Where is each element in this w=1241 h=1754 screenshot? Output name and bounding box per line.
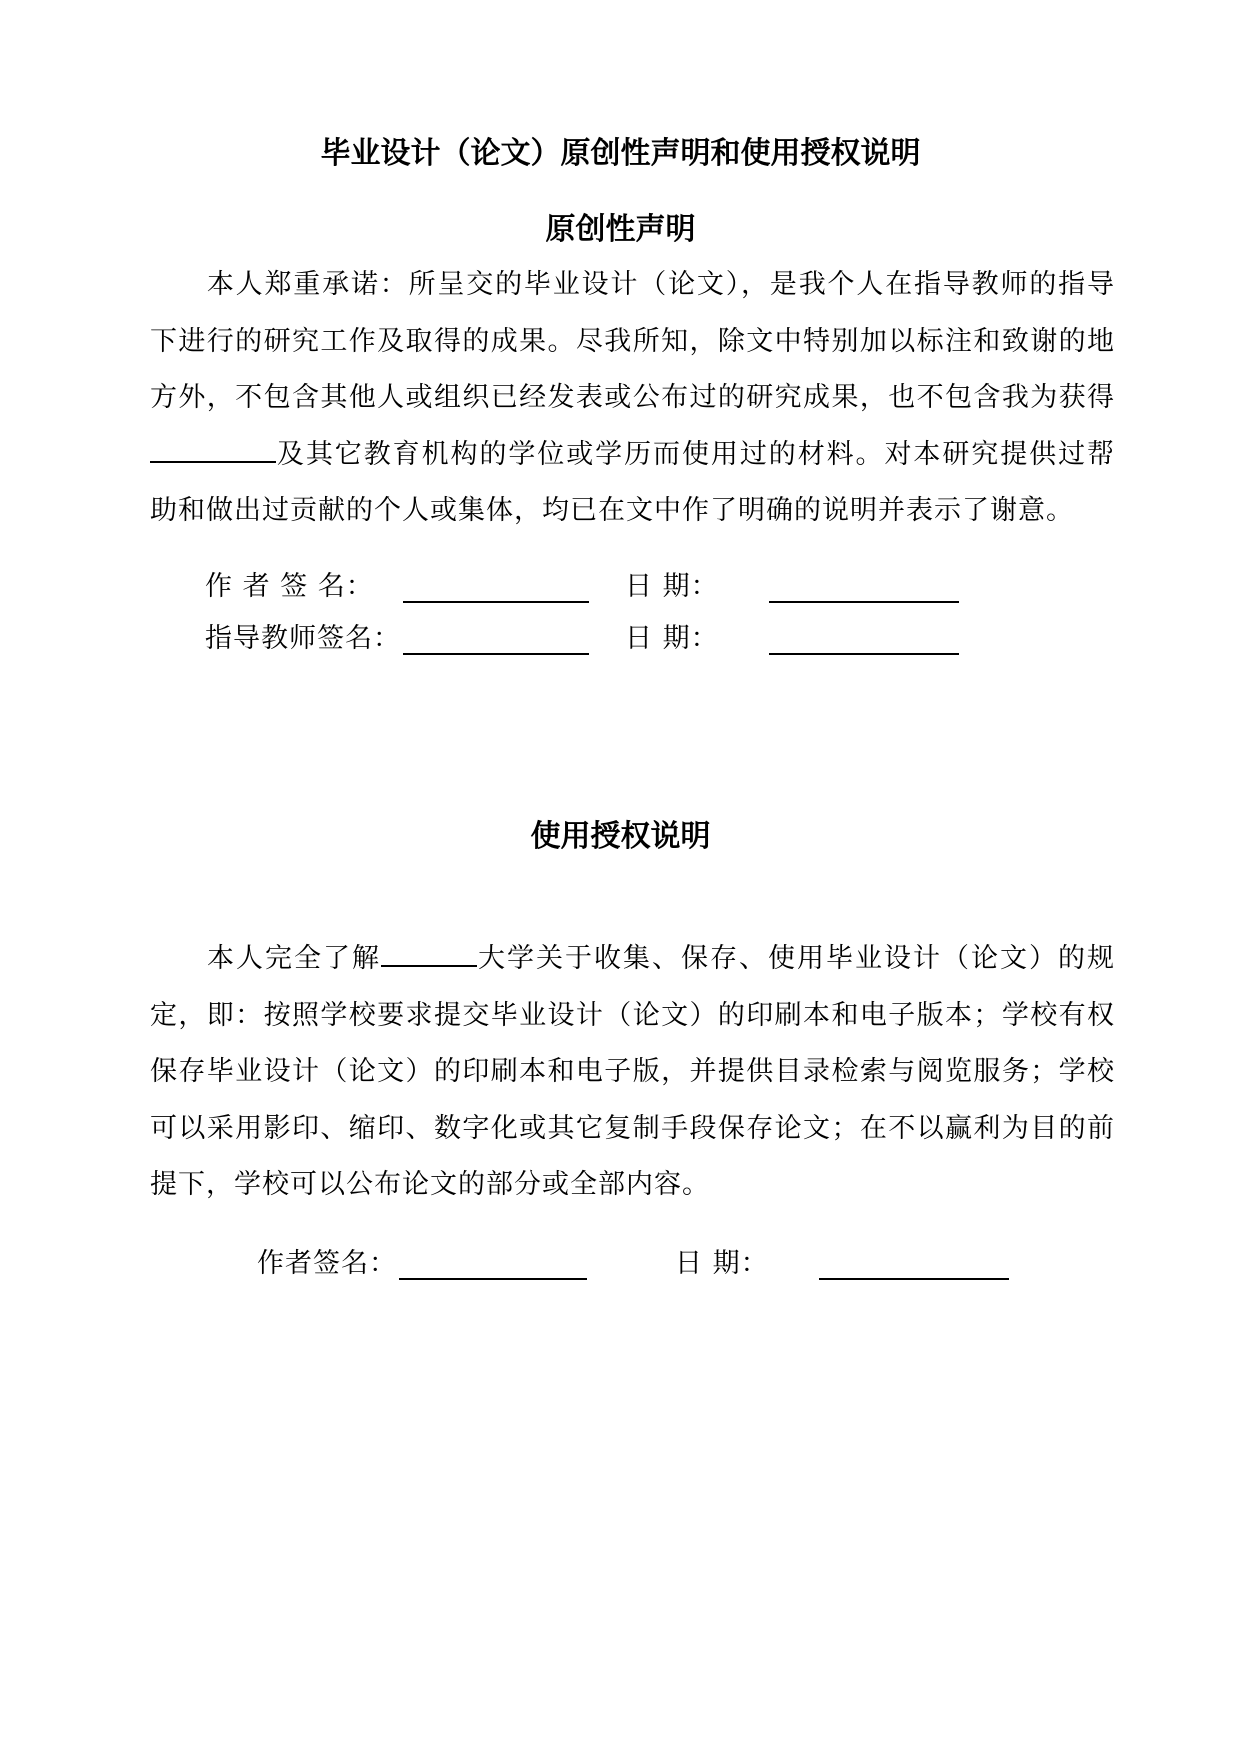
originality-statement	[150, 257, 1115, 540]
institution-blank	[150, 437, 276, 463]
authorization-text-part1: 本人完全了解	[206, 943, 381, 974]
author-date-line	[769, 601, 959, 603]
author-sign-label: 作 者 签 名：	[205, 571, 374, 602]
authorization-signature-line	[399, 1278, 587, 1280]
author-sign-label: 作者签名：	[257, 1248, 397, 1279]
authorization-heading: 使用授权说明	[530, 819, 711, 854]
date-label: 日 期：	[625, 571, 719, 602]
advisor-signature-row	[205, 619, 965, 659]
advisor-sign-label: 指导教师签名：	[205, 623, 401, 654]
date-label: 日 期：	[675, 1248, 769, 1279]
advisor-signature-line	[403, 653, 589, 655]
authorization-date-line	[819, 1278, 1009, 1280]
date-label: 日 期：	[625, 623, 719, 654]
main-title: 毕业设计（论文）原创性声明和使用授权说明	[320, 136, 921, 171]
author-signature-row	[205, 567, 965, 607]
originality-heading: 原创性声明	[545, 212, 696, 247]
authorization-text-part2: 大学关于收集、保存、使用毕业设计（论文）的规定，即：按照学校要求提交毕业设计（论文）的印刷本和电子版本；学校有权保存毕业设计（论文）的印刷本和电子版，并提供目录检索与阅览服务；学校可以采用影印、缩印、数字化或其它复制手段保存论文；在不以赢利为目的前提下，学校可以公布论文的部分或全部内容。	[150, 943, 1115, 1200]
originality-text-part2: 及其它教育机构的学位或学历而使用过的材料。对本研究提供过帮助和做出过贡献的个人或集体，均已在文中作了明确的说明并表示了谢意。	[150, 438, 1115, 526]
university-blank	[381, 941, 477, 967]
author-signature-line	[403, 601, 589, 603]
originality-text-part1: 本人郑重承诺：所呈交的毕业设计（论文），是我个人在指导教师的指导下进行的研究工作及取得的成果。尽我所知，除文中特别加以标注和致谢的地方外，不包含其他人或组织已经发表或公布过的研究成果，也不包含我为获得	[150, 269, 1115, 413]
advisor-date-line	[769, 653, 959, 655]
authorization-statement	[150, 931, 1115, 1214]
authorization-signature-row	[257, 1244, 1017, 1284]
